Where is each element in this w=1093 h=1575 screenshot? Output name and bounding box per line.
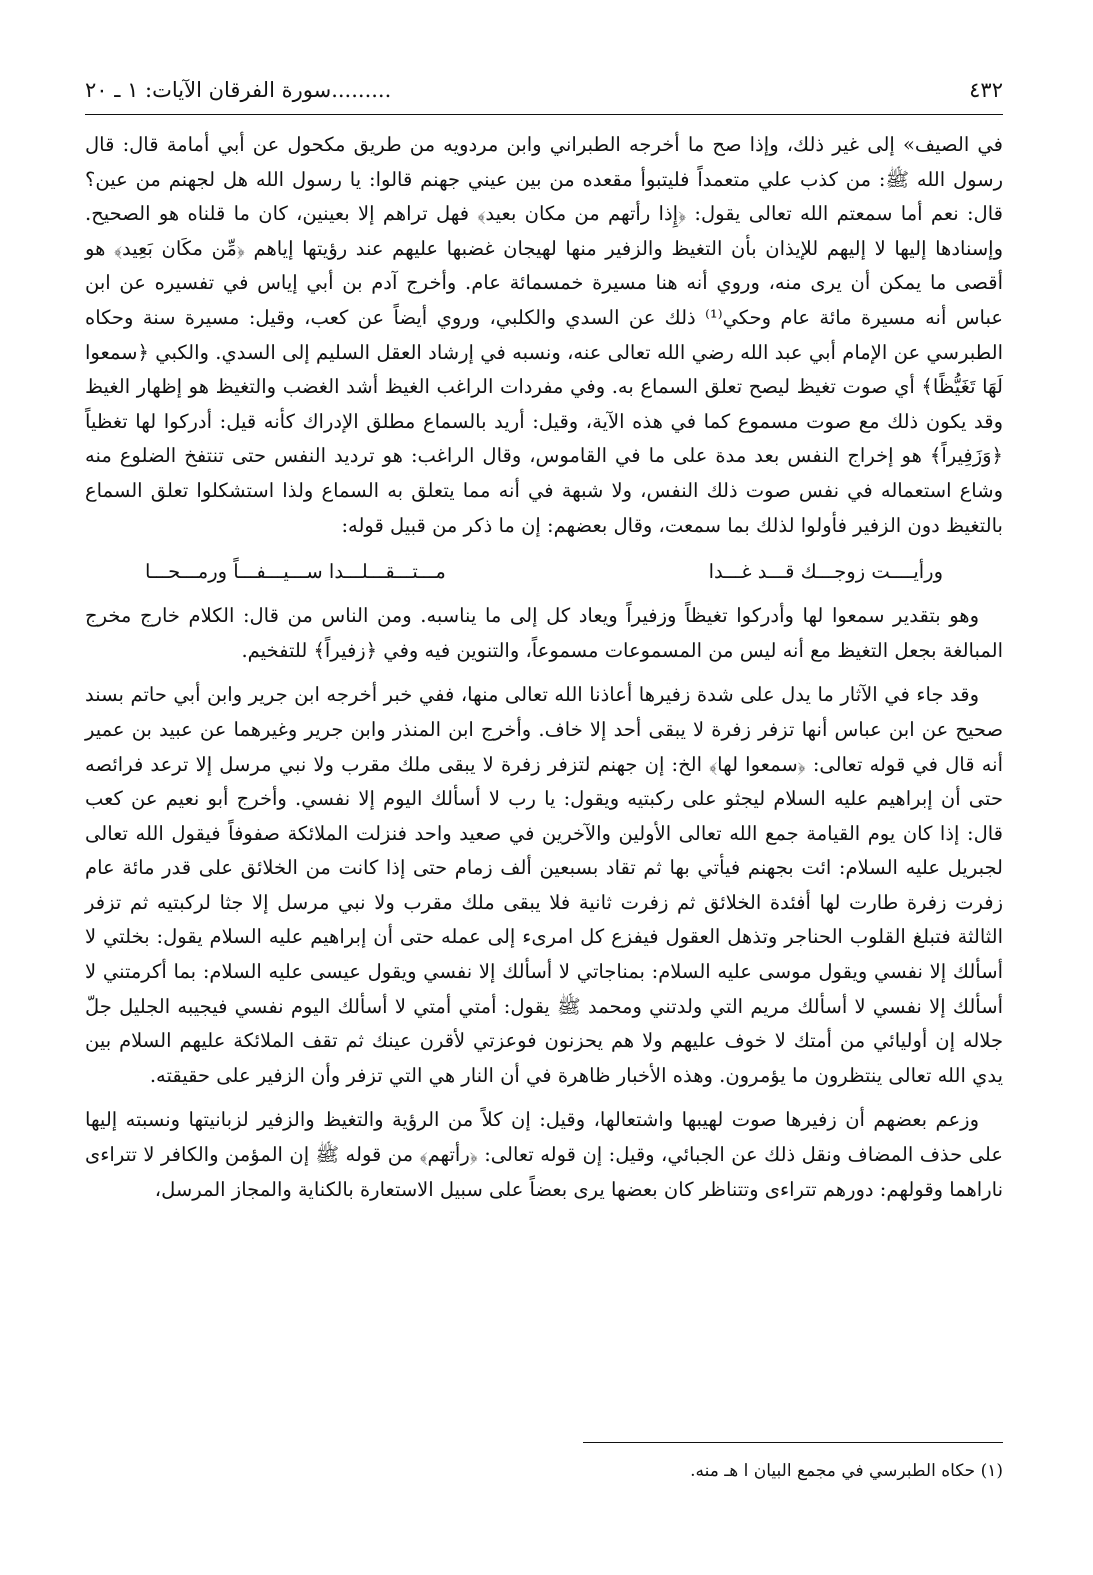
header-rule — [85, 114, 1003, 115]
main-text — [85, 128, 1003, 1217]
footnote-rule — [583, 1442, 1003, 1443]
page-number: ٤٣٢ — [969, 78, 1003, 102]
poetry-verse — [85, 553, 1003, 599]
paragraph-2: وهو بتقدير سمعوا لها وأدركوا تغيظاً وزفيراً ويعاد كل إلى ما يناسبه. ومن الناس من قال: الكلام خارج مخرج المبالغة بجعل التغيظ مع أنه ليس من المسموعات مسموعاً، والتنوين فيه وفي ﴿زفيراً﴾ للتفخيم. — [85, 604, 1003, 662]
footnote: (١) حكاه الطبرسي في مجمع البيان ا هـ منه. — [690, 1461, 1003, 1481]
running-header — [85, 70, 1003, 110]
verse-second-hemistich: مـــتـــقـــلـــدا ســـيـــفـــاً ورمـــحـــا — [145, 560, 446, 584]
header-title: سورة الفرقان الآيات: ١ ـ ٢٠ — [85, 78, 332, 102]
paragraph-4: وزعم بعضهم أن زفيرها صوت لهيبها واشتعالها، وقيل: إن كلاً من الرؤية والتغيظ والزفير لزبانيتها ونسبته إليها على حذف المضاف ونقل ذلك عن الجبائي، وقيل: إن قوله تعالى: ﴿رأتهم﴾ من قوله ﷺ إن المؤمن والكافر لا تتراءى ناراهما وقولهم: دورهم تتراءى وتتناظر كان بعضها يرى بعضاً على سبيل الاستعارة بالكناية والمجاز المرسل، — [85, 1108, 1003, 1201]
verse-first-hemistich: ورأيــــت زوجـــك قـــد غـــدا — [708, 560, 943, 584]
paragraph-1: في الصيف» إلى غير ذلك، وإذا صح ما أخرجه الطبراني وابن مردويه من طريق مكحول عن أبي أمامة قال: قال رسول الله ﷺ: من كذب علي متعمداً فليتبوأ مقعده من بين عيني جهنم قالوا: يا رسول الله هل لجهنم من عين؟ قال: نعم أما سمعتم الله تعالى يقول: ﴿إِذا رأتهم من مكان بعيد﴾ فهل تراهم إلا بعينين، كان ما قلناه هو الصحيح. وإسنادها إليها لا إليهم للإيذان بأن التغيظ والزفير منها لهيجان غضبها عليهم عند رؤيتها إياهم ﴿مِّن مكَان بَعِيد﴾ هو أقصى ما يمكن أن يرى منه، وروي أنه هنا مسيرة خمسمائة عام. وأخرج آدم بن أبي إياس في تفسيره عن ابن عباس أنه مسيرة مائة عام وحكي⁽¹⁾ ذلك عن السدي والكلبي، وروي أيضاً عن كعب، وقيل: مسيرة سنة وحكاه الطبرسي عن الإمام أبي عبد الله رضي الله تعالى عنه، ونسبه في إرشاد العقل السليم إلى السدي. والكبي ﴿سمعوا لَهَا تَغَيُّظًا﴾ أي صوت تغيظ ليصح تعلق السماع به. وفي مفردات الراغب الغيظ أشد الغضب والتغيظ هو إظهار الغيظ وقد يكون ذلك مع صوت مسموع كما في هذه الآية، وقيل: أريد بالسماع مطلق الإدراك كأنه قيل: أدركوا لها تغظياً ﴿وَزَفِيراً﴾ هو إخراج النفس بعد مدة على ما في القاموس، وقال الراغب: هو ترديد النفس حتى تنتفخ الضلوع منه وشاع استعماله في نفس صوت ذلك النفس، ولا شبهة في أنه مما يتعلق به السماع ولذا استشكلوا تعلق السماع بالتغيظ دون الزفير فأولوا لذلك بما سمعت، وقال بعضهم: إن ما ذكر من قبيل قوله: — [85, 133, 1004, 537]
header-title-group — [85, 78, 391, 102]
header-dots: ......... — [331, 78, 392, 102]
paragraph-3: وقد جاء في الآثار ما يدل على شدة زفيرها أعاذنا الله تعالى منها، ففي خبر أخرجه ابن جرير وابن أبي حاتم بسند صحيح عن ابن عباس أنها تزفر زفرة لا يبقى أحد إلا خاف. وأخرج ابن المنذر وابن جرير وغيرهما عن عبيد بن عمير أنه قال في قوله تعالى: ﴿سمعوا لها﴾ الخ: إن جهنم لتزفر زفرة لا يبقى ملك مقرب ولا نبي مرسل إلا ترعد فرائصه حتى أن إبراهيم عليه السلام ليجثو على ركبتيه ويقول: يا رب لا أسألك اليوم إلا نفسي. وأخرج أبو نعيم عن كعب قال: إذا كان يوم القيامة جمع الله تعالى الأولين والآخرين في صعيد واحد فنزلت الملائكة صفوفاً فيقول الله تعالى لجبريل عليه السلام: ائت بجهنم فيأتي بها ثم تقاد بسبعين ألف زمام حتى إذا كانت من الخلائق على قدر مائة عام زفرت زفرة طارت لها أفئدة الخلائق ثم زفرت ثانية فلا يبقى ملك مقرب ولا نبي مرسل إلا جثا لركبتيه ثم تزفر الثالثة فتبلغ القلوب الحناجر وتذهل العقول فيفزع كل امرىء إلى عمله حتى أن إبراهيم عليه السلام يقول: بخلتي لا أسألك إلا نفسي ويقول موسى عليه السلام: بمناجاتي لا أسألك إلا نفسي ويقول عيسى عليه السلام: بما أكرمتني لا أسألك إلا نفسي لا أسألك مريم التي ولدتني ومحمد ﷺ يقول: أمتي أمتي لا أسألك اليوم نفسي فيجيبه الجليل جلّ جلاله إن أوليائي من أمتك لا خوف عليهم ولا هم يحزنون فوعزتي لأقرن عينك ثم تقف الملائكة عليهم السلام بين يدي الله تعالى ينتظرون ما يؤمرون. وهذه الأخبار ظاهرة في أن النار هي التي تزفر وأن الزفير على حقيقته. — [85, 683, 1003, 1087]
